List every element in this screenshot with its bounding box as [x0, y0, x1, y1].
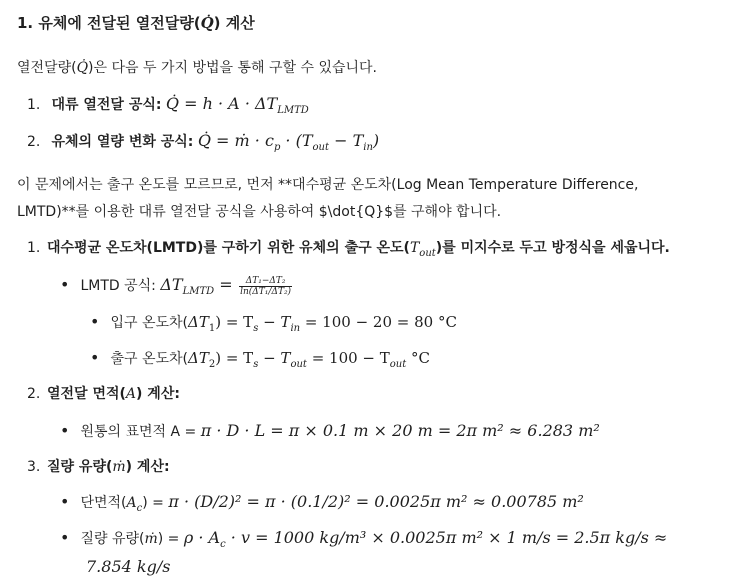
lmtd-lhs: ΔT — [160, 275, 183, 294]
section-heading — [17, 13, 255, 33]
symbol-sub: in — [290, 323, 301, 334]
mass-close: ) = — [157, 531, 180, 547]
inlet-formula — [188, 313, 457, 334]
method-item — [27, 94, 309, 121]
explain-line-2: LMTD)**를 이용한 대류 열전달 공식을 사용하여 $\dot{Q}$를 구해야 합니다. — [17, 204, 502, 220]
symbol-main: ΔT — [188, 349, 209, 367]
outlet-formula — [188, 349, 431, 370]
symbol-main: T — [409, 240, 420, 256]
formula-part: · (T — [280, 131, 313, 150]
formula-sub: p — [273, 142, 281, 154]
formula-part: = 100 − 20 = 80 °C — [300, 313, 457, 331]
symbol-main: ΔT — [188, 313, 209, 331]
bullet-icon: • — [60, 492, 70, 511]
step-title-text: ) 계산: — [136, 386, 180, 402]
formula-part: = 100 − T — [306, 349, 390, 367]
lmtd-label: LMTD 공식: — [80, 278, 156, 294]
explain-line-1: 이 문제에서는 출구 온도를 모르므로, 먼저 **대수평균 온도차(Log Mean Temperature Difference, — [17, 177, 639, 193]
step-title — [27, 384, 180, 404]
method-label: 대류 열전달 공식: — [51, 97, 162, 113]
symbol-main: A — [126, 495, 137, 511]
symbol-sub: out — [290, 359, 307, 370]
lmtd-sub: LMTD — [182, 286, 215, 298]
formula-part: − T — [258, 313, 291, 331]
heading-suffix: ) 계산 — [213, 14, 255, 32]
symbol-sub: s — [253, 323, 259, 334]
method-formula — [165, 94, 309, 117]
formula-sub: c — [220, 539, 226, 551]
intro-suffix: )은 다음 두 가지 방법을 통해 구할 수 있습니다. — [88, 60, 377, 76]
intro-prefix: 열전달량( — [17, 60, 77, 76]
heading-symbol: Q̇ — [200, 14, 214, 32]
formula-part: ) = T — [215, 313, 254, 331]
method-label: 유체의 열량 변화 공식: — [51, 134, 194, 150]
bullet-icon: • — [90, 312, 100, 331]
step-title-symbol — [409, 240, 436, 259]
area-formula: π · D · L = π × 0.1 m × 20 m = 2π m² ≈ 6.283 m² — [200, 421, 600, 440]
method-item — [27, 131, 379, 158]
symbol-sub: out — [419, 247, 436, 259]
list-marker: 1. — [27, 240, 41, 256]
list-marker: 3. — [27, 459, 41, 475]
section-area-item — [60, 492, 584, 519]
bullet-icon: • — [90, 348, 100, 367]
list-marker: 2. — [27, 386, 41, 402]
lmtd-fraction — [239, 276, 292, 297]
formula-part: ) — [372, 131, 380, 150]
list-marker: 2. — [27, 134, 41, 150]
intro-symbol: Q̇ — [76, 60, 89, 76]
list-marker: 1. — [27, 97, 41, 113]
bullet-icon: • — [60, 421, 70, 440]
step-title-text: 대수평균 온도차(LMTD)를 구하기 위한 유체의 출구 온도( — [47, 240, 410, 256]
formula-part: − T — [258, 349, 291, 367]
heading-prefix: 1. 유체에 전달된 열전달량( — [17, 14, 201, 32]
symbol-sub: c — [136, 502, 143, 514]
formula-main: Q̇ = ṁ · c — [197, 131, 274, 150]
step-title-text: )를 미지수로 두고 방정식을 세웁니다. — [435, 240, 670, 256]
mass-flow-item — [60, 528, 667, 555]
mass-result: 7.854 kg/s — [86, 557, 171, 576]
mass-label: 질량 유량( — [80, 531, 145, 547]
inlet-label: 입구 온도차( — [110, 315, 188, 331]
symbol-sub: 1 — [208, 323, 216, 334]
formula-sub: in — [363, 142, 373, 154]
step-title — [27, 238, 670, 264]
step-title-symbol: A — [125, 386, 137, 402]
area-label: 원통의 표면적 A = — [80, 424, 197, 440]
symbol-sub: s — [253, 359, 259, 370]
formula-part: ) = T — [215, 349, 254, 367]
section-formula: π · (D/2)² = π · (0.1/2)² = 0.0025π m² ≈ 0.00785 m² — [168, 492, 584, 511]
symbol-sub: out — [389, 359, 407, 370]
mass-formula — [183, 528, 668, 551]
step-title-text: ) 계산: — [125, 459, 170, 475]
fraction-numerator: ΔT₁−ΔT₂ — [239, 276, 292, 287]
bullet-icon: • — [60, 528, 70, 547]
outlet-label: 출구 온도차( — [110, 351, 188, 367]
formula-part: − T — [329, 131, 364, 150]
section-close: ) = — [142, 495, 164, 511]
step-title-text: 열전달 면적( — [47, 386, 126, 402]
step-title-symbol: ṁ — [112, 459, 126, 475]
method-formula — [197, 131, 380, 154]
formula-sub: out — [312, 142, 329, 154]
lmtd-formula: $\Delta T_{LMTD}$ = — [160, 275, 233, 298]
lmtd-formula-item — [60, 275, 292, 302]
symbol-sub: 2 — [208, 359, 216, 370]
step-title — [27, 457, 170, 477]
formula-main: Q̇ = h · A · ΔT — [165, 94, 278, 113]
area-item — [60, 421, 600, 442]
formula-sub: LMTD — [277, 105, 309, 117]
inlet-diff-item — [90, 312, 457, 339]
bullet-icon: • — [60, 275, 70, 294]
outlet-diff-item — [90, 348, 430, 375]
formula-part: · v = 1000 kg/m³ × 0.0025π m² × 1 m/s = 2.5π kg/s ≈ — [225, 528, 668, 547]
intro-paragraph — [17, 58, 377, 78]
mass-symbol: ṁ — [144, 531, 158, 547]
formula-unit: °C — [406, 349, 431, 367]
section-label: 단면적( — [80, 495, 127, 511]
formula-part: ρ · A — [183, 528, 221, 547]
section-symbol — [126, 495, 143, 514]
fraction-denominator: ln(ΔT₁/ΔT₂) — [240, 286, 292, 297]
step-title-text: 질량 유량( — [47, 459, 113, 475]
